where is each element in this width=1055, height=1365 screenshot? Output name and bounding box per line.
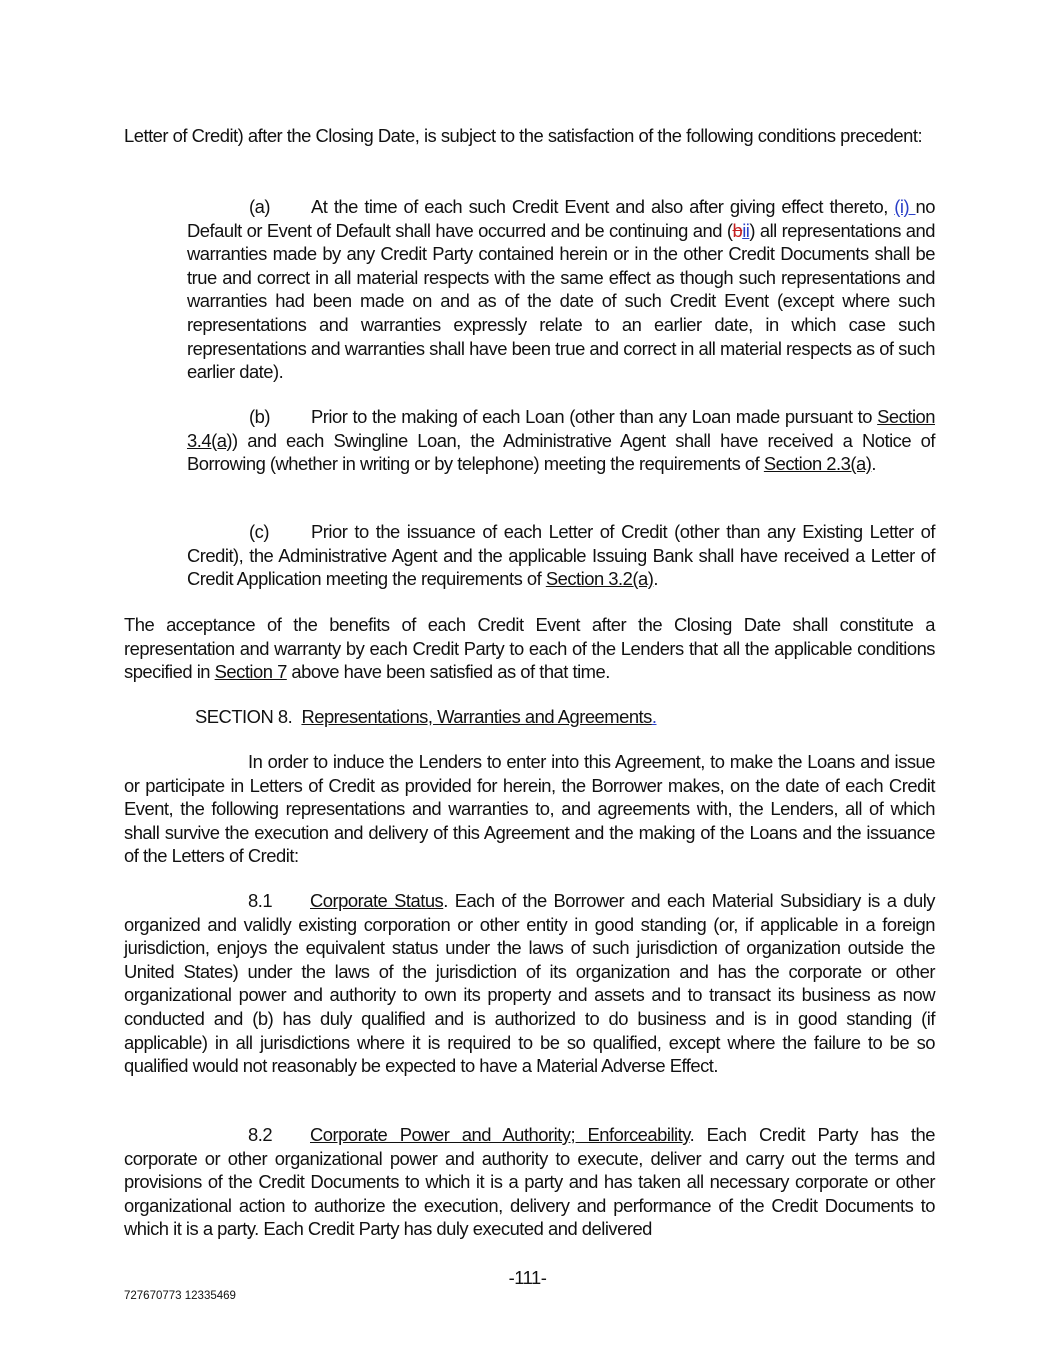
intro-paragraph: Letter of Credit) after the Closing Date, is subject to the satisfaction of the following conditions precedent: xyxy=(124,125,923,146)
subsection-heading: Corporate Power and Authority; Enforceability xyxy=(310,1124,690,1145)
condition-c-paragraph: (c) Prior to the issuance of each Letter of Credit (other than any Existing Letter of Credit), the Administrative Agent and the applicable Issuing Bank shall have received a Letter of Credit Application meeting the requirements of Section 3.2(a). xyxy=(187,521,935,590)
section-reference: Section 3.4(a) xyxy=(187,406,935,451)
deleted-text: b xyxy=(732,219,743,241)
inserted-text: . xyxy=(651,706,657,727)
inserted-text: ii xyxy=(742,219,750,241)
inserted-text: (i) xyxy=(894,196,916,217)
acceptance-paragraph: The acceptance of the benefits of each Credit Event after the Closing Date shall constitute a representation and warranty by each Credit Party to each of the Lenders that all the applicable conditions specified in Section 7 above have been satisfied as of that time. xyxy=(124,614,935,683)
condition-a-paragraph: (a) At the time of each such Credit Event and also after giving effect thereto, (i) no Default or Event of Default shall have occurred and be continuing and (bii) all representations and warranties made by any Credit Party contained herein or in the other Credit Documents shall be true and correct in all material respects with the same effect as though such representations and warranties had been made on and as of the date of such Credit Event (except where such representations and warranties expressly relate to an earlier date, in which case such representations and warranties shall have been true and correct in all material respects as of such earlier date). xyxy=(187,196,935,383)
subsection-number: 8.2 xyxy=(248,1124,273,1145)
section-title: Representations, Warranties and Agreements xyxy=(301,706,652,727)
section-reference: Section 7 xyxy=(214,661,287,683)
page-number: -111- xyxy=(508,1267,547,1288)
condition-b-paragraph: (b) Prior to the making of each Loan (other than any Loan made pursuant to Section 3.4(a)) and each Swingline Loan, the Administrative Agent shall have received a Notice of Borrowing (whether in writing or by telephone) meeting the requirements of Section 2.3(a). xyxy=(187,406,935,475)
section-reference: Section 3.2(a) xyxy=(545,568,654,590)
condition-a-label: (a) xyxy=(249,196,270,217)
condition-c-label: (c) xyxy=(249,521,269,542)
condition-b-label: (b) xyxy=(249,406,270,427)
section-reference: Section 2.3(a) xyxy=(763,453,872,475)
subsection-heading: Corporate Status xyxy=(310,890,444,911)
section-8-intro-paragraph: In order to induce the Lenders to enter into this Agreement, to make the Loans and issue or participate in Letters of Credit as provided for herein, the Borrower makes, on the date of each Credit Event, the following representations and warranties to, and agreements with, the Lenders, all of which shall survive the execution and delivery of this Agreement and the making of the Loans and the issuance of the Letters of Credit: xyxy=(124,751,935,867)
section-8-1-paragraph: 8.1 Corporate Status. Each of the Borrower and each Material Subsidiary is a duly organized and validly existing corporation or other entity in good standing (or, if applicable in a foreign jurisdiction, enjoys the equivalent status under the laws of such jurisdiction of organization outside the United States) under the laws of the jurisdiction of its organization and has the corporate or other organizational power and authority to own its property and assets and to transact its business as now conducted and (b) has duly qualified and is authorized to do business and is in good standing (if applicable) in all jurisdictions where it is required to be so qualified, except where the failure to be so qualified would not reasonably be expected to have a Material Adverse Effect. xyxy=(124,890,935,1077)
section-8-heading xyxy=(195,705,935,729)
document-id: 727670773 12335469 xyxy=(124,1290,236,1302)
section-number: SECTION 8. xyxy=(195,706,293,727)
subsection-number: 8.1 xyxy=(248,890,273,911)
section-8-2-paragraph: 8.2 Corporate Power and Authority; Enforceability. Each Credit Party has the corporate or other organizational power and authority to execute, deliver and carry out the terms and provisions of the Credit Documents to which it is a party and has taken all necessary corporate or other organizational action to authorize the execution, delivery and performance of the Credit Documents to which it is a party. Each Credit Party has duly executed and delivered xyxy=(124,1124,935,1240)
